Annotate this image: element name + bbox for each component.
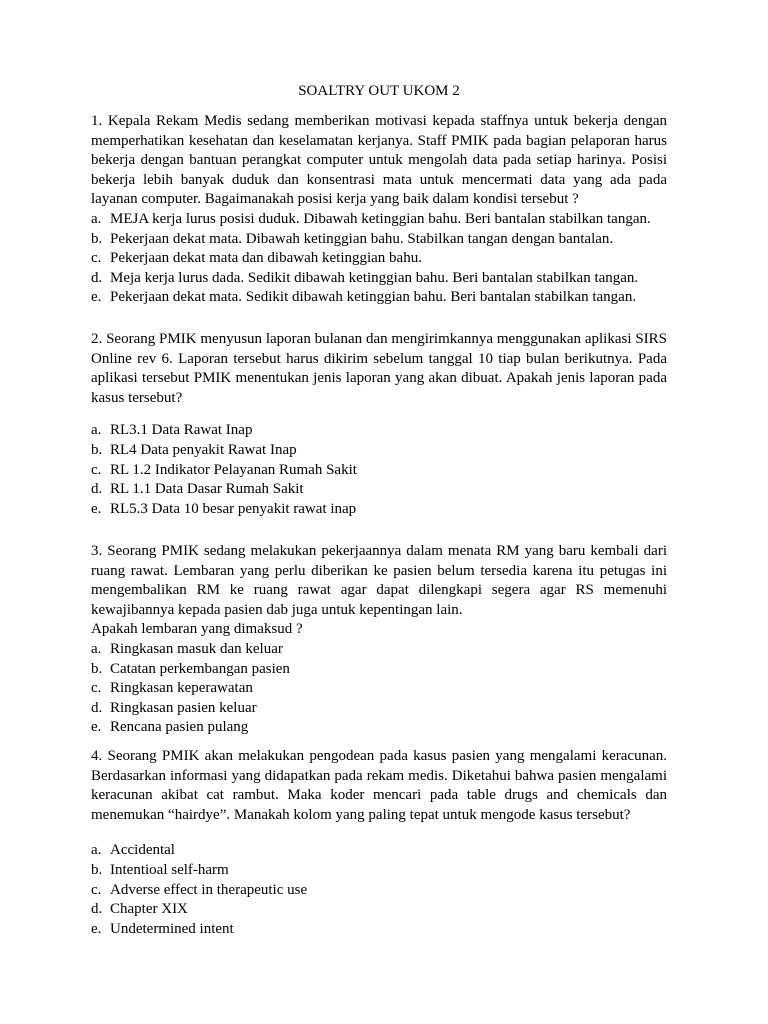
option-e: e. Rencana pasien pulang	[91, 718, 667, 738]
option-c: c. Adverse effect in therapeutic use	[91, 881, 667, 901]
option-b: b. Pekerjaan dekat mata. Dibawah ketinggian bahu. Stabilkan tangan dengan bantalan.	[91, 230, 667, 250]
option-a: a. MEJA kerja lurus posisi duduk. Dibawah ketinggian bahu. Beri bantalan stabilkan tangan.	[91, 210, 667, 230]
answer-options	[91, 210, 667, 308]
option-text: RL 1.2 Indikator Pelayanan Rumah Sakit	[110, 461, 357, 478]
option-a: a. Accidental	[91, 841, 667, 861]
option-text: Chapter XIX	[110, 901, 188, 918]
option-text: RL 1.1 Data Dasar Rumah Sakit	[110, 481, 304, 498]
answer-options	[91, 640, 667, 738]
question-stem: 4. Seorang PMIK akan melakukan pengodean pada kasus pasien yang mengalami keracunan. Berdasarkan informasi yang didapatkan pada rekam medis. Diketahui bahwa pasien mengalami keracunan akibat cat rambut. Maka koder mencari pada table drugs and chemicals dan menemukan “hairdye”. Manakah kolom yang paling tepat untuk mengode kasus tersebut?	[91, 748, 667, 823]
question-1	[91, 112, 667, 308]
answer-options	[91, 841, 667, 939]
question-stem: 1. Kepala Rekam Medis sedang memberikan motivasi kepada staffnya untuk bekerja dengan memperhatikan kesehatan dan keselamatan kerjanya. Staff PMIK pada bagian pelaporan harus bekerja dengan bantuan perangkat computer untuk mengolah data pada setiap harinya. Posisi bekerja lebih banyak duduk dan konsentrasi mata untuk mencermati data yang ada pada layanan computer. Bagaimanakah posisi kerja yang baik dalam kondisi tersebut ?	[91, 113, 667, 208]
option-c: c. RL 1.2 Indikator Pelayanan Rumah Sakit	[91, 461, 667, 481]
option-text: Ringkasan keperawatan	[110, 680, 253, 697]
option-text: MEJA kerja lurus posisi duduk. Dibawah ketinggian bahu. Beri bantalan stabilkan tangan.	[110, 210, 651, 227]
answer-options	[91, 421, 667, 519]
option-a: a. RL3.1 Data Rawat Inap	[91, 421, 667, 441]
option-text: Ringkasan pasien keluar	[110, 699, 257, 716]
option-c: c. Ringkasan keperawatan	[91, 679, 667, 699]
option-b: b. Catatan perkembangan pasien	[91, 660, 667, 680]
option-text: Accidental	[110, 842, 175, 859]
option-d: d. Chapter XIX	[91, 900, 667, 920]
option-text: Pekerjaan dekat mata dan dibawah ketinggian bahu.	[110, 250, 422, 267]
option-text: Adverse effect in therapeutic use	[110, 881, 308, 898]
option-text: RL3.1 Data Rawat Inap	[110, 422, 253, 439]
option-text: Meja kerja lurus dada. Sedikit dibawah ketinggian bahu. Beri bantalan stabilkan tangan.	[110, 269, 639, 286]
option-text: RL5.3 Data 10 besar penyakit rawat inap	[110, 500, 357, 517]
document-title: SOALTRY OUT UKOM 2	[298, 83, 460, 99]
option-text: RL4 Data penyakit Rawat Inap	[110, 441, 297, 458]
question-4	[91, 747, 667, 939]
option-c: c. Pekerjaan dekat mata dan dibawah ketinggian bahu.	[91, 249, 667, 269]
question-stem: 2. Seorang PMIK menyusun laporan bulanan dan mengirimkannya menggunakan aplikasi SIRS Online rev 6. Laporan tersebut harus dikirim sebelum tanggal 10 tiap bulan berikutnya. Pada aplikasi tersebut PMIK menentukan jenis laporan yang akan dibuat. Apakah jenis laporan pada kasus tersebut?	[91, 331, 667, 406]
option-d: d. Meja kerja lurus dada. Sedikit dibawah ketinggian bahu. Beri bantalan stabilkan tangan.	[91, 269, 667, 289]
option-text: Rencana pasien pulang	[110, 719, 249, 736]
option-a: a. Ringkasan masuk dan keluar	[91, 640, 667, 660]
option-text: Intentioal self-harm	[110, 861, 229, 878]
option-text: Pekerjaan dekat mata. Sedikit dibawah ketinggian bahu. Beri bantalan stabilkan tangan.	[110, 289, 637, 306]
option-text: Ringkasan masuk dan keluar	[110, 640, 283, 657]
question-prompt: Apakah lembaran yang dimaksud ?	[91, 621, 303, 638]
option-d: d. RL 1.1 Data Dasar Rumah Sakit	[91, 480, 667, 500]
question-stem: 3. Seorang PMIK sedang melakukan pekerjaannya dalam menata RM yang baru kembali dari ruang rawat. Lembaran yang perlu diberikan ke pasien belum tersedia karena itu petugas ini mengembalikan RM ke ruang rawat agar dapat dilengkapi segera agar RS memenuhi kewajibannya kepada pasien dab juga untuk kepentingan lain.	[91, 543, 667, 618]
option-e: e. Pekerjaan dekat mata. Sedikit dibawah ketinggian bahu. Beri bantalan stabilkan tangan.	[91, 288, 667, 308]
option-b: b. RL4 Data penyakit Rawat Inap	[91, 441, 667, 461]
option-text: Pekerjaan dekat mata. Dibawah ketinggian bahu. Stabilkan tangan dengan bantalan.	[110, 230, 614, 247]
question-3	[91, 542, 667, 738]
question-2	[91, 330, 667, 519]
option-text: Undetermined intent	[110, 920, 234, 937]
option-e: e. Undetermined intent	[91, 920, 667, 940]
option-b: b. Intentioal self-harm	[91, 861, 667, 881]
option-e: e. RL5.3 Data 10 besar penyakit rawat inap	[91, 500, 667, 520]
option-text: Catatan perkembangan pasien	[110, 660, 290, 677]
option-d: d. Ringkasan pasien keluar	[91, 699, 667, 719]
